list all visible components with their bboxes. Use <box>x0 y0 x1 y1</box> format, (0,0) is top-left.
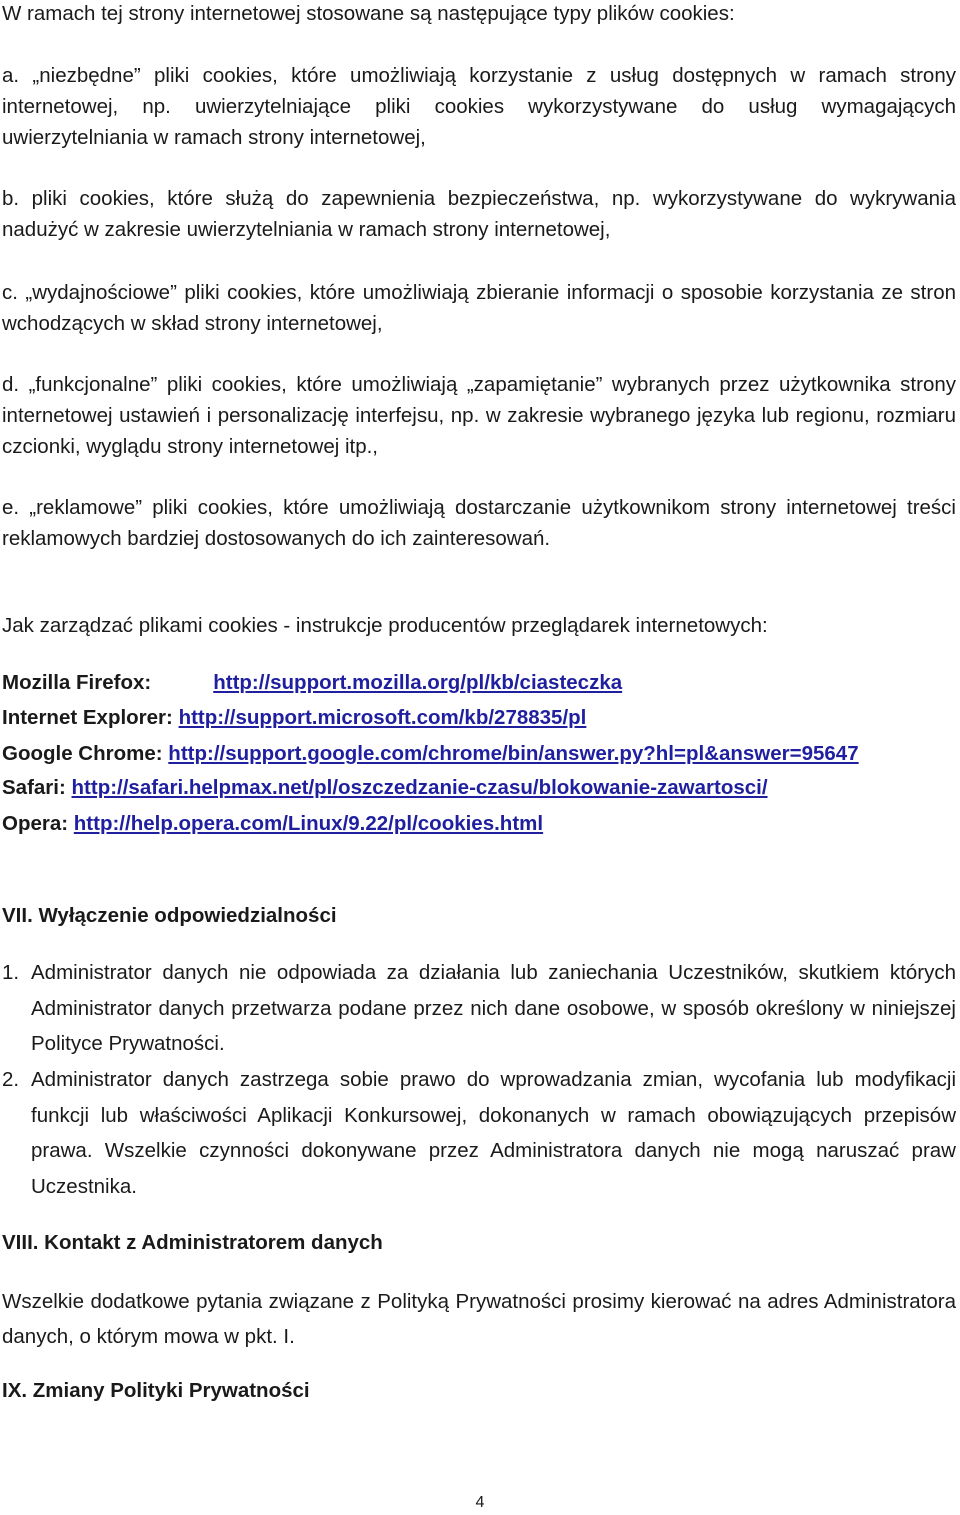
cookie-type-d: d. „funkcjonalne” pliki cookies, które umożliwiają „zapamiętanie” wybranych przez użytkownika strony internetowej ustawień i personalizację interfejsu, np. w zakresie wybranego języka lub regionu, rozmiaru czcionki, wyglądu strony internetowej itp., <box>2 373 956 458</box>
cookie-type-a: a. „niezbędne” pliki cookies, które umożliwiają korzystanie z usług dostępnych w ramach strony internetowej, np. uwierzytelniające pliki cookies wykorzystywane do usług wymagających uwierzytelniania w ramach strony internetowej, <box>2 64 956 149</box>
browser-link-safari[interactable]: http://safari.helpmax.net/pl/oszczedzanie-czasu/blokowanie-zawartosci/ <box>71 776 768 799</box>
list-number: 1. <box>2 961 20 984</box>
browser-link-chrome[interactable]: http://support.google.com/chrome/bin/answer.py?hl=pl&answer=95647 <box>168 742 859 765</box>
section-vii-heading: VII. Wyłączenie odpowiedzialności <box>2 904 337 927</box>
cookies-intro: W ramach tej strony internetowej stosowane są następujące typy plików cookies: <box>2 2 735 25</box>
browser-row-firefox <box>2 668 622 698</box>
list-item <box>2 1062 956 1204</box>
manage-cookies-heading: Jak zarządzać plikami cookies - instrukcje producentów przeglądarek internetowych: <box>2 614 768 637</box>
browser-row-ie <box>2 703 586 733</box>
section-viii-text: Wszelkie dodatkowe pytania związane z Polityką Prywatności prosimy kierować na adres Administratora danych, o którym mowa w pkt. I. <box>2 1290 956 1348</box>
browser-link-firefox[interactable]: http://support.mozilla.org/pl/kb/ciasteczka <box>213 671 623 694</box>
browser-name: Safari: <box>2 776 66 799</box>
browser-row-chrome <box>2 739 859 769</box>
cookie-type-c: c. „wydajnościowe” pliki cookies, które umożliwiają zbieranie informacji o sposobie korzystania ze stron wchodzących w skład strony internetowej, <box>2 281 956 335</box>
browser-row-opera <box>2 809 543 839</box>
cookie-type-b: b. pliki cookies, które służą do zapewnienia bezpieczeństwa, np. wykorzystywane do wykrywania nadużyć w zakresie uwierzytelniania w ramach strony internetowej, <box>2 187 956 241</box>
cookie-type-e: e. „reklamowe” pliki cookies, które umożliwiają dostarczanie użytkownikom strony internetowej treści reklamowych bardziej dostosowanych do ich zainteresowań. <box>2 496 956 550</box>
list-item-text: Administrator danych nie odpowiada za działania lub zaniechania Uczestników, skutkiem których Administrator danych przetwarza podane przez nich dane osobowe, w sposób określony w niniejszej Polityce Prywatności. <box>31 961 956 1055</box>
browser-link-ie[interactable]: http://support.microsoft.com/kb/278835/pl <box>178 706 587 729</box>
list-item <box>2 955 956 1062</box>
browser-name: Opera: <box>2 812 69 835</box>
browser-link-opera[interactable]: http://help.opera.com/Linux/9.22/pl/cookies.html <box>73 812 544 835</box>
list-number: 2. <box>2 1068 20 1091</box>
browser-name: Mozilla Firefox: <box>2 671 152 694</box>
browser-name: Internet Explorer: <box>2 706 173 729</box>
section-ix-heading: IX. Zmiany Polityki Prywatności <box>2 1379 310 1402</box>
page-number: 4 <box>475 1494 485 1511</box>
list-item-text: Administrator danych zastrzega sobie prawo do wprowadzania zmian, wycofania lub modyfikacji funkcji lub właściwości Aplikacji Konkursowej, dokonanych w ramach obowiązujących przepisów prawa. Wszelkie czynności dokonywane przez Administratora danych nie mogą naruszać praw Uczestnika. <box>31 1068 956 1198</box>
section-viii-heading: VIII. Kontakt z Administratorem danych <box>2 1231 383 1254</box>
browser-name: Google Chrome: <box>2 742 163 765</box>
browser-row-safari <box>2 773 768 803</box>
